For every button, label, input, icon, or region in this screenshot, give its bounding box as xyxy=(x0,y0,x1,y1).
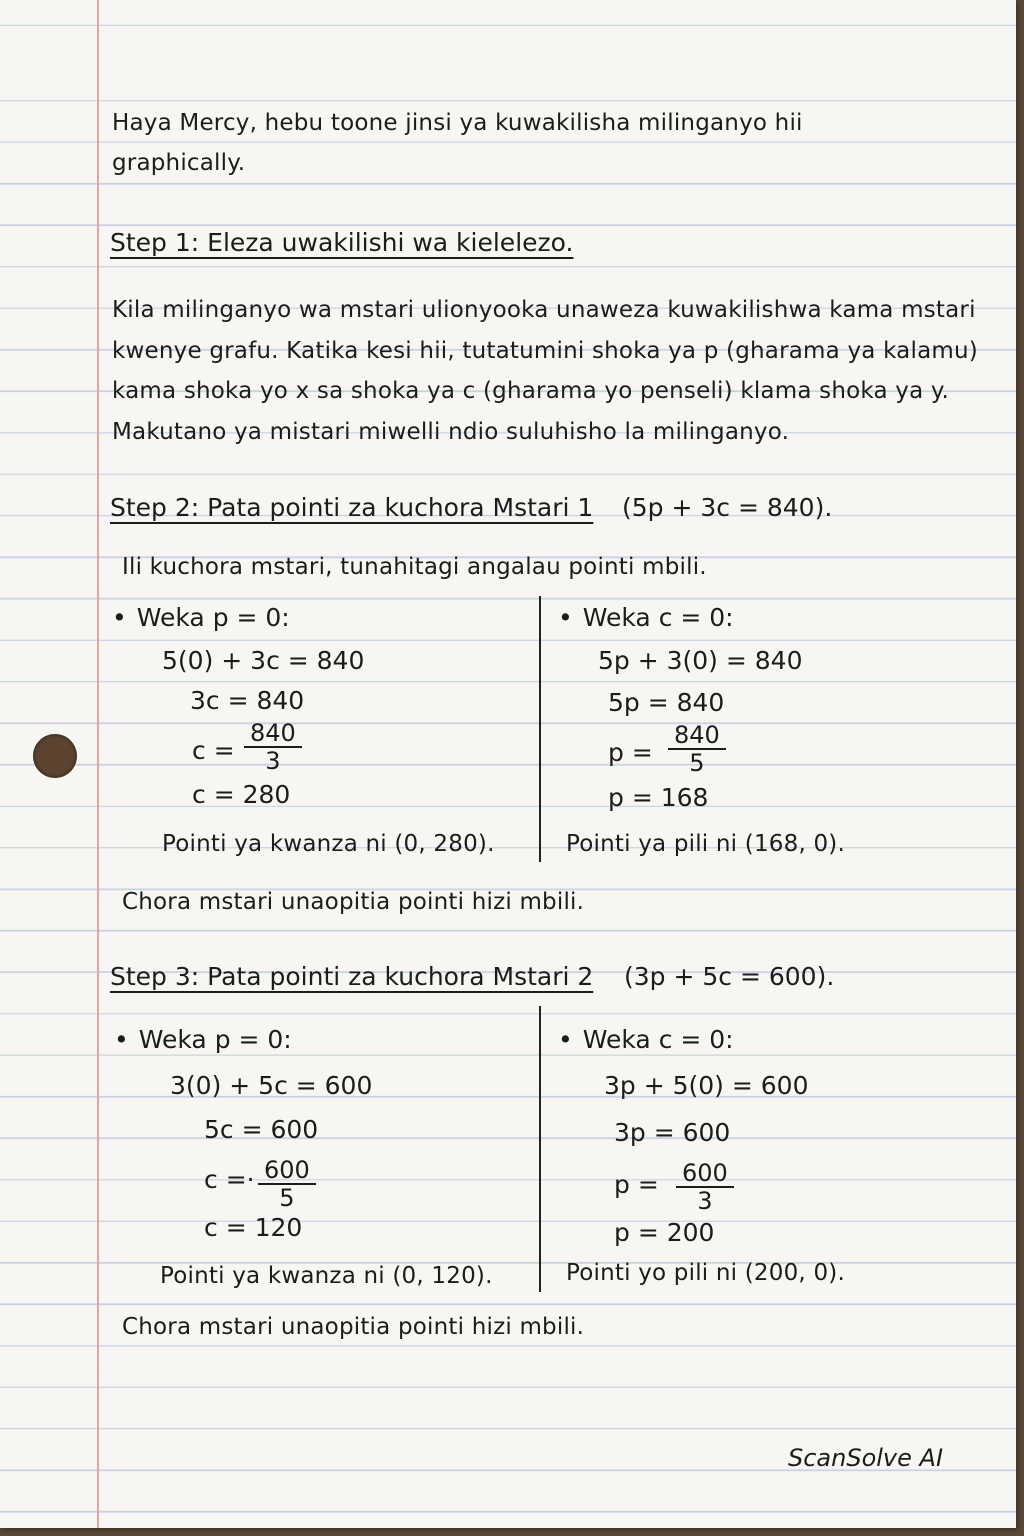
step2-right-eq1: 5p + 3(0) = 840 xyxy=(598,646,803,675)
fraction-denominator: 3 xyxy=(265,747,281,775)
step2-left-fraction xyxy=(244,720,302,774)
fraction-numerator: 840 xyxy=(668,722,726,750)
step3-right-frac-lhs: p = xyxy=(614,1170,659,1199)
step2-divider xyxy=(539,596,541,862)
punch-hole xyxy=(33,734,77,778)
step3-left-frac-lhs: c =· xyxy=(204,1165,255,1194)
step2-intro: Ili kuchora mstari, tunahitagi angalau pointi mbili. xyxy=(122,554,707,580)
step3-right-fraction xyxy=(676,1160,734,1214)
step3-heading: Step 3: Pata pointi za kuchora Mstari 2 xyxy=(110,962,594,991)
step3-right-result: Pointi yo pili ni (200, 0). xyxy=(566,1260,845,1286)
step3-left-eq4: c = 120 xyxy=(204,1213,303,1242)
fraction-numerator: 600 xyxy=(676,1160,734,1188)
margin-line xyxy=(97,0,99,1528)
step2-right-frac-lhs: p = xyxy=(608,738,653,767)
signature: ScanSolve AI xyxy=(788,1444,944,1472)
step3-right-bullet: • Weka c = 0: xyxy=(558,1025,734,1054)
fraction-numerator: 840 xyxy=(244,720,302,748)
intro-line-1: Haya Mercy, hebu toone jinsi ya kuwakilisha milinganyo hii xyxy=(112,110,803,136)
step1-line-1: Kila milinganyo wa mstari ulionyooka unaweza kuwakilishwa kama mstari xyxy=(112,297,976,323)
intro-line-2: graphically. xyxy=(112,150,246,176)
step2-right-eq2: 5p = 840 xyxy=(608,688,725,717)
step2-right-result: Pointi ya pili ni (168, 0). xyxy=(566,831,845,857)
step3-left-bullet: • Weka p = 0: xyxy=(114,1025,292,1054)
step2-equation: (5p + 3c = 840). xyxy=(622,493,833,522)
fraction-numerator: 600 xyxy=(258,1157,316,1185)
step3-divider xyxy=(539,1006,541,1292)
step2-right-fraction xyxy=(668,722,726,776)
step3-left-result: Pointi ya kwanza ni (0, 120). xyxy=(160,1263,493,1289)
step1-heading: Step 1: Eleza uwakilishi wa kielelezo. xyxy=(110,228,574,257)
step2-left-eq4: c = 280 xyxy=(192,780,291,809)
step2-left-frac-lhs: c = xyxy=(192,736,235,765)
step2-left-result: Pointi ya kwanza ni (0, 280). xyxy=(162,831,495,857)
fraction-denominator: 3 xyxy=(697,1187,713,1215)
step2-outro: Chora mstari unaopitia pointi hizi mbili. xyxy=(122,889,585,915)
step2-left-eq2: 3c = 840 xyxy=(190,686,305,715)
step1-line-2: kwenye grafu. Katika kesi hii, tutatumini shoka ya p (gharama ya kalamu) xyxy=(112,338,978,364)
step2-heading: Step 2: Pata pointi za kuchora Mstari 1 xyxy=(110,493,594,522)
step3-left-fraction xyxy=(258,1157,316,1211)
step3-right-eq2: 3p = 600 xyxy=(614,1118,731,1147)
fraction-denominator: 5 xyxy=(689,749,705,777)
step2-right-bullet: • Weka c = 0: xyxy=(558,603,734,632)
step2-right-eq4: p = 168 xyxy=(608,783,709,812)
step2-left-bullet: • Weka p = 0: xyxy=(112,603,290,632)
step1-line-4: Makutano ya mistari miwelli ndio suluhisho la milinganyo. xyxy=(112,419,790,445)
step2-left-eq1: 5(0) + 3c = 840 xyxy=(162,646,365,675)
step3-left-eq2: 5c = 600 xyxy=(204,1115,319,1144)
step3-equation: (3p + 5c = 600). xyxy=(624,962,835,991)
step3-right-eq1: 3p + 5(0) = 600 xyxy=(604,1071,809,1100)
fraction-denominator: 5 xyxy=(279,1184,295,1212)
step3-right-eq4: p = 200 xyxy=(614,1218,715,1247)
step1-line-3: kama shoka yo x sa shoka ya c (gharama yo penseli) klama shoka ya y. xyxy=(112,378,949,404)
step3-left-eq1: 3(0) + 5c = 600 xyxy=(170,1071,373,1100)
step3-outro: Chora mstari unaopitia pointi hizi mbili. xyxy=(122,1314,585,1340)
